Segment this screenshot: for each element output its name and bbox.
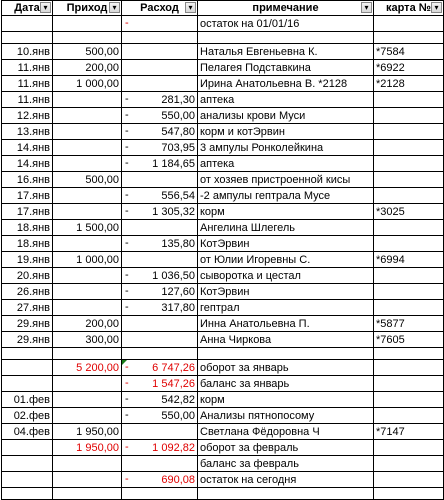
cell-date[interactable]: 29.янв	[2, 332, 53, 348]
cell-income[interactable]: 1 950,00	[53, 440, 122, 456]
cell-card[interactable]	[374, 300, 444, 316]
minus-sign: -	[125, 441, 129, 453]
cell-date[interactable]	[2, 488, 53, 500]
cell-expense[interactable]	[122, 252, 198, 268]
cell-card[interactable]	[374, 360, 444, 376]
cell-date[interactable]	[2, 440, 53, 456]
cell-expense[interactable]	[122, 408, 198, 424]
cell-card[interactable]	[374, 32, 444, 44]
cell-expense[interactable]	[122, 172, 198, 188]
cell-expense[interactable]	[122, 220, 198, 236]
cell-expense[interactable]	[122, 188, 198, 204]
cell-note[interactable]: Анна Чиркова	[198, 332, 374, 348]
cell-income[interactable]	[53, 156, 122, 172]
cell-date[interactable]: 20.янв	[2, 268, 53, 284]
expense-value: 127,60	[161, 285, 195, 298]
filter-dropdown-icon[interactable]: ▾	[185, 2, 196, 13]
cell-card[interactable]: *7605	[374, 332, 444, 348]
cell-expense[interactable]	[122, 92, 198, 108]
minus-sign: -	[125, 17, 129, 29]
table-row	[2, 300, 444, 316]
cell-date[interactable]: 02.фев	[2, 408, 53, 424]
cell-date[interactable]	[2, 360, 53, 376]
table-row	[2, 140, 444, 156]
cell-card[interactable]	[374, 172, 444, 188]
table-row	[2, 188, 444, 204]
minus-sign: -	[125, 141, 129, 153]
table-row	[2, 156, 444, 172]
cell-expense[interactable]	[122, 332, 198, 348]
minus-sign: -	[125, 189, 129, 201]
table-row	[2, 220, 444, 236]
cell-expense[interactable]	[122, 204, 198, 220]
table-row	[2, 424, 444, 440]
cell-date[interactable]: 18.янв	[2, 220, 53, 236]
cell-income[interactable]: 500,00	[53, 44, 122, 60]
cell-card[interactable]	[374, 220, 444, 236]
table-row	[2, 108, 444, 124]
cell-note[interactable]: корм	[198, 204, 374, 220]
table-row	[2, 172, 444, 188]
cell-note[interactable]	[198, 488, 374, 500]
cell-expense[interactable]	[122, 108, 198, 124]
expense-value: 703,95	[161, 141, 195, 154]
cell-expense[interactable]	[122, 76, 198, 92]
cell-note[interactable]: от хозяев пристроенной кисы	[198, 172, 374, 188]
cell-date[interactable]: 16.янв	[2, 172, 53, 188]
table-row	[2, 76, 444, 92]
table-row	[2, 44, 444, 60]
cell-card[interactable]	[374, 108, 444, 124]
cell-income[interactable]: 1 000,00	[53, 252, 122, 268]
cell-income[interactable]	[53, 488, 122, 500]
cell-note[interactable]: гептрал	[198, 300, 374, 316]
filter-dropdown-icon[interactable]: ▾	[431, 2, 442, 13]
blank-row	[2, 348, 444, 360]
cell-date[interactable]: 26.янв	[2, 284, 53, 300]
expense-value: 1 036,50	[152, 269, 195, 282]
cell-date[interactable]: 18.янв	[2, 236, 53, 252]
cell-date[interactable]: 14.янв	[2, 156, 53, 172]
cell-expense[interactable]	[122, 424, 198, 440]
expense-value: 1 092,82	[152, 441, 195, 454]
cell-note[interactable]: Инна Анатольевна П.	[198, 316, 374, 332]
cell-date[interactable]: 11.янв	[2, 76, 53, 92]
cell-income[interactable]: 500,00	[53, 172, 122, 188]
cell-card[interactable]: *2128	[374, 76, 444, 92]
cell-card[interactable]	[374, 16, 444, 32]
cell-income[interactable]	[53, 348, 122, 360]
column-header-note	[198, 1, 374, 16]
cell-income[interactable]: 1 500,00	[53, 220, 122, 236]
cell-income[interactable]	[53, 456, 122, 472]
cell-expense[interactable]	[122, 472, 198, 488]
cell-card[interactable]: *7147	[374, 424, 444, 440]
minus-sign: -	[125, 237, 129, 249]
table-row	[2, 472, 444, 488]
table-row	[2, 316, 444, 332]
table-row	[2, 60, 444, 76]
cell-card[interactable]: *3025	[374, 204, 444, 220]
cell-income[interactable]	[53, 32, 122, 44]
column-header-date	[2, 1, 53, 16]
cell-income[interactable]	[53, 140, 122, 156]
expense-value: 317,80	[161, 301, 195, 314]
column-header-card	[374, 1, 444, 16]
cell-card[interactable]	[374, 456, 444, 472]
cell-income[interactable]	[53, 124, 122, 140]
cell-income[interactable]	[53, 300, 122, 316]
column-header-note-label: примечание	[252, 2, 319, 14]
cell-income[interactable]	[53, 108, 122, 124]
cell-income[interactable]	[53, 376, 122, 392]
cell-note[interactable]	[198, 348, 374, 360]
cell-income[interactable]: 1 000,00	[53, 76, 122, 92]
cell-card[interactable]	[374, 472, 444, 488]
column-header-in	[53, 1, 122, 16]
cell-date[interactable]: 10.янв	[2, 44, 53, 60]
cell-date[interactable]	[2, 376, 53, 392]
cell-note[interactable]: остаток на сегодня	[198, 472, 374, 488]
blank-row	[2, 488, 444, 500]
cell-card[interactable]: *6994	[374, 252, 444, 268]
column-header-out-label: Расход	[140, 2, 179, 14]
cell-income[interactable]	[53, 92, 122, 108]
cell-income[interactable]	[53, 268, 122, 284]
cell-card[interactable]: *5877	[374, 316, 444, 332]
cell-card[interactable]: *6922	[374, 60, 444, 76]
minus-sign: -	[125, 377, 129, 389]
cell-note[interactable]: аптека	[198, 156, 374, 172]
cell-date[interactable]: 29.янв	[2, 316, 53, 332]
cell-expense[interactable]	[122, 140, 198, 156]
cell-expense[interactable]	[122, 32, 198, 44]
table-row	[2, 268, 444, 284]
table-row	[2, 440, 444, 456]
cell-note[interactable]: от Юлии Игоревны С.	[198, 252, 374, 268]
expense-value: 547,80	[161, 125, 195, 138]
table-row	[2, 376, 444, 392]
cell-card[interactable]	[374, 392, 444, 408]
cell-expense[interactable]	[122, 488, 198, 500]
cell-expense[interactable]	[122, 316, 198, 332]
cell-note[interactable]: Ирина Анатольевна В. *2128	[198, 76, 374, 92]
cell-card[interactable]	[374, 408, 444, 424]
filter-dropdown-icon[interactable]: ▾	[109, 2, 120, 13]
cell-date[interactable]: 17.янв	[2, 188, 53, 204]
cell-card[interactable]	[374, 156, 444, 172]
cell-expense[interactable]	[122, 284, 198, 300]
table-row	[2, 92, 444, 108]
cell-expense[interactable]	[122, 60, 198, 76]
cell-card[interactable]	[374, 140, 444, 156]
expense-value: 1 547,26	[152, 377, 195, 390]
cell-note[interactable]: Наталья Евгеньевна К.	[198, 44, 374, 60]
expense-value: 550,00	[161, 409, 195, 422]
cell-expense[interactable]	[122, 360, 198, 376]
cell-card[interactable]	[374, 348, 444, 360]
cell-expense[interactable]	[122, 268, 198, 284]
cell-income[interactable]	[53, 236, 122, 252]
cell-card[interactable]	[374, 376, 444, 392]
cell-income[interactable]	[53, 16, 122, 32]
minus-sign: -	[125, 361, 129, 373]
cell-income[interactable]: 5 200,00	[53, 360, 122, 376]
cell-note[interactable]: оборот за январь	[198, 360, 374, 376]
cell-income[interactable]: 300,00	[53, 332, 122, 348]
table-row	[2, 284, 444, 300]
cell-date[interactable]	[2, 472, 53, 488]
header-row	[2, 1, 444, 16]
minus-sign: -	[125, 205, 129, 217]
cell-date[interactable]	[2, 32, 53, 44]
cell-date[interactable]	[2, 456, 53, 472]
cell-expense[interactable]	[122, 440, 198, 456]
cell-expense[interactable]	[122, 392, 198, 408]
cell-date[interactable]: 27.янв	[2, 300, 53, 316]
cell-date[interactable]: 17.янв	[2, 204, 53, 220]
cell-note[interactable]: Ангелина Шлегель	[198, 220, 374, 236]
blank-row	[2, 32, 444, 44]
cell-income[interactable]	[53, 188, 122, 204]
cell-expense[interactable]	[122, 236, 198, 252]
cell-note[interactable]: КотЭрвин	[198, 236, 374, 252]
cell-expense[interactable]	[122, 156, 198, 172]
cell-income[interactable]	[53, 204, 122, 220]
cell-date[interactable]: 13.янв	[2, 124, 53, 140]
cell-note[interactable]: Светлана Фёдоровна Ч	[198, 424, 374, 440]
cell-card[interactable]	[374, 440, 444, 456]
expense-value: 1 305,32	[152, 205, 195, 218]
cell-income[interactable]: 200,00	[53, 316, 122, 332]
expense-value: 1 184,65	[152, 157, 195, 170]
cell-expense[interactable]	[122, 376, 198, 392]
filter-dropdown-icon[interactable]: ▾	[361, 2, 372, 13]
minus-sign: -	[125, 109, 129, 121]
expense-value: 556,54	[161, 189, 195, 202]
minus-sign: -	[125, 409, 129, 421]
filter-dropdown-icon[interactable]: ▾	[40, 2, 51, 13]
cell-expense[interactable]	[122, 300, 198, 316]
expense-value: 135,80	[161, 237, 195, 250]
cell-date[interactable]	[2, 16, 53, 32]
cell-note[interactable]: баланс за февраль	[198, 456, 374, 472]
cell-note[interactable]: анализы крови Муси	[198, 108, 374, 124]
minus-sign: -	[125, 393, 129, 405]
cell-note[interactable]: оборот за февраль	[198, 440, 374, 456]
minus-sign: -	[125, 285, 129, 297]
cell-date[interactable]	[2, 348, 53, 360]
expense-value: 542,82	[161, 393, 195, 406]
cell-note[interactable]: баланс за январь	[198, 376, 374, 392]
table-row	[2, 124, 444, 140]
cell-date[interactable]: 12.янв	[2, 108, 53, 124]
cell-expense[interactable]	[122, 44, 198, 60]
expense-value: 690,08	[161, 473, 195, 486]
cell-note[interactable]: корм	[198, 392, 374, 408]
cell-note[interactable]: Пелагея Подставкина	[198, 60, 374, 76]
cell-date[interactable]: 04.фев	[2, 424, 53, 440]
cell-date[interactable]: 14.янв	[2, 140, 53, 156]
cell-card[interactable]	[374, 268, 444, 284]
cell-note[interactable]: 3 ампулы Ронколейкина	[198, 140, 374, 156]
column-header-in-label: Приход	[66, 2, 108, 14]
cell-expense[interactable]	[122, 456, 198, 472]
cell-income[interactable]	[53, 284, 122, 300]
cell-date[interactable]: 19.янв	[2, 252, 53, 268]
cell-income[interactable]	[53, 408, 122, 424]
cell-card[interactable]	[374, 92, 444, 108]
cell-note[interactable]: -2 ампулы гептрала Мусе	[198, 188, 374, 204]
cell-income[interactable]: 1 950,00	[53, 424, 122, 440]
cell-date[interactable]: 11.янв	[2, 92, 53, 108]
ledger-table	[1, 0, 444, 500]
column-header-card-label: карта №	[385, 2, 432, 14]
expense-value: 6 747,26	[152, 361, 195, 374]
cell-date[interactable]: 01.фев	[2, 392, 53, 408]
cell-expense[interactable]	[122, 348, 198, 360]
cell-card[interactable]	[374, 124, 444, 140]
expense-value: 281,30	[161, 93, 195, 106]
cell-card[interactable]: *7584	[374, 44, 444, 60]
table-row	[2, 360, 444, 376]
cell-expense[interactable]	[122, 16, 198, 32]
cell-note[interactable]: остаток на 01/01/16	[198, 16, 374, 32]
cell-note[interactable]	[198, 32, 374, 44]
minus-sign: -	[125, 157, 129, 169]
cell-card[interactable]	[374, 188, 444, 204]
minus-sign: -	[125, 269, 129, 281]
cell-expense[interactable]	[122, 124, 198, 140]
cell-note[interactable]: КотЭрвин	[198, 284, 374, 300]
cell-card[interactable]	[374, 284, 444, 300]
minus-sign: -	[125, 125, 129, 137]
column-header-date-label: Дата	[14, 2, 40, 14]
minus-sign: -	[125, 301, 129, 313]
cell-income[interactable]	[53, 392, 122, 408]
table-row	[2, 236, 444, 252]
table-row	[2, 16, 444, 32]
cell-note[interactable]: Анализы пятнопосому	[198, 408, 374, 424]
cell-note[interactable]: сыворотка и цестал	[198, 268, 374, 284]
minus-sign: -	[125, 93, 129, 105]
column-header-out	[122, 1, 198, 16]
table-row	[2, 456, 444, 472]
cell-note[interactable]: аптека	[198, 92, 374, 108]
cell-income[interactable]	[53, 472, 122, 488]
cell-card[interactable]	[374, 488, 444, 500]
table-row	[2, 408, 444, 424]
table-row	[2, 332, 444, 348]
table-row	[2, 392, 444, 408]
cell-income[interactable]: 200,00	[53, 60, 122, 76]
cell-note[interactable]: корм и котЭрвин	[198, 124, 374, 140]
table-row	[2, 204, 444, 220]
expense-value: 550,00	[161, 109, 195, 122]
cell-card[interactable]	[374, 236, 444, 252]
table-row	[2, 252, 444, 268]
cell-date[interactable]: 11.янв	[2, 60, 53, 76]
minus-sign: -	[125, 473, 129, 485]
